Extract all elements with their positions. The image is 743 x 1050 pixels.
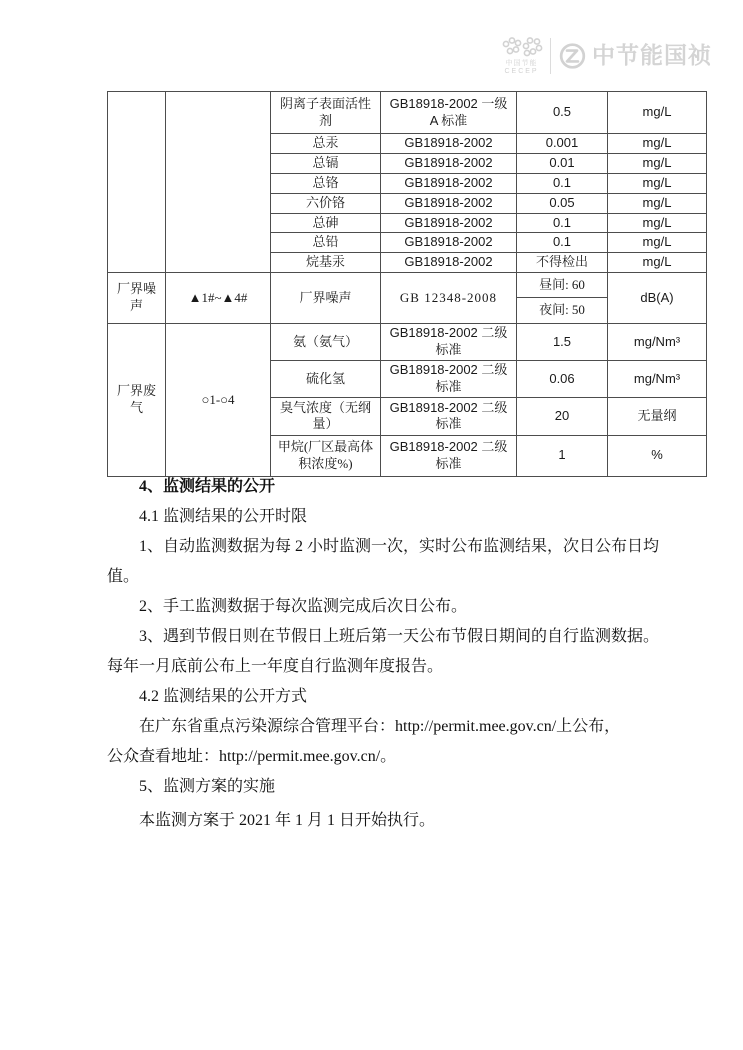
cell-unit: % [608,435,707,476]
cell-limit-value: 0.001 [517,134,608,154]
cell-param-name: 烷基汞 [271,253,381,273]
brand-wordmark: 中节能国祯 [592,43,712,68]
subsection-4-1: 4.1 监测结果的公开时限 [139,508,308,525]
cell-standard: GB18918-2002 二级标准 [381,324,517,361]
cell-unit: mg/L [608,134,707,154]
cell-unit: mg/L [608,153,707,173]
cell-limit-value: 0.1 [517,213,608,233]
paragraph-line: 公众查看地址：http://permit.mee.gov.cn/。 [107,748,397,765]
cecep-dots-icon [500,36,544,60]
section-heading-5: 5、监测方案的实施 [139,778,276,795]
cell-category-gas: 厂界废气 [108,324,166,477]
cell-param-name: 总铅 [271,233,381,253]
cell-standard: GB18918-2002 [381,153,517,173]
cell-standard: GB18918-2002 二级标准 [381,361,517,398]
cell-limit-value: 0.01 [517,153,608,173]
cell-limit-value: 1 [517,435,608,476]
cell-standard: GB 12348-2008 [381,273,517,324]
table-row [108,273,707,298]
cell-category-empty [108,92,166,273]
cell-unit: 无量纲 [608,397,707,435]
cell-param-name: 总镉 [271,153,381,173]
paragraph-line: 在广东省重点污染源综合管理平台：http://permit.mee.gov.cn/上公布， [139,718,621,735]
cell-standard: GB18918-2002 [381,253,517,273]
cell-param-name: 总铬 [271,173,381,193]
page-header [498,33,712,79]
paragraph-line: 2、手工监测数据于每次监测完成后次日公布。 [139,598,468,615]
cell-standard: GB18918-2002 二级标准 [381,435,517,476]
cell-param-name: 硫化氢 [271,361,381,398]
paragraph-line: 1、自动监测数据为每 2 小时监测一次，实时公布监测结果，次日公布日均 [139,538,660,555]
cell-limit-value: 0.05 [517,193,608,213]
cell-unit: mg/L [608,193,707,213]
cell-param-name: 氨（氨气） [271,324,381,361]
cell-standard: GB18918-2002 [381,213,517,233]
table-row [108,324,707,361]
cell-limit-value: 0.06 [517,361,608,398]
body-text [107,472,711,836]
cell-unit: mg/L [608,92,707,134]
cell-limit-value: 0.5 [517,92,608,134]
subsection-4-2: 4.2 监测结果的公开方式 [139,688,308,705]
cell-standard: GB18918-2002 [381,173,517,193]
header-divider [550,38,551,74]
cell-limit-value: 0.1 [517,233,608,253]
cell-limit-value: 0.1 [517,173,608,193]
cell-limit-value: 20 [517,397,608,435]
monitoring-table [107,91,707,477]
cell-param-name: 六价铬 [271,193,381,213]
cell-unit: mg/L [608,213,707,233]
cell-standard: GB18918-2002 二级标准 [381,397,517,435]
cell-noise-day-limit: 昼间: 60 [517,273,608,298]
table-row [108,92,707,134]
cell-standard: GB18918-2002 [381,134,517,154]
cell-param-name: 总汞 [271,134,381,154]
cell-unit: mg/L [608,253,707,273]
cell-standard: GB18918-2002 [381,233,517,253]
cell-standard: GB18918-2002 一级 A 标准 [381,92,517,134]
cell-param-name: 甲烷(厂区最高体积浓度%) [271,435,381,476]
cell-unit: dB(A) [608,273,707,324]
cell-limit-value: 不得检出 [517,253,608,273]
paragraph-line: 3、遇到节假日则在节假日上班后第一天公布节假日期间的自行监测数据。 [139,628,660,645]
paragraph-line: 本监测方案于 2021 年 1 月 1 日开始执行。 [139,812,436,829]
cecep-en-label: CECEP [504,68,539,75]
cell-param-name: 总砷 [271,213,381,233]
paragraph-line: 每年一月底前公布上一年度自行监测年度报告。 [107,658,444,675]
cecep-logo-block [498,36,545,76]
cell-noise-night-limit: 夜间: 50 [517,298,608,324]
cecep-cn-label: 中国节能 [505,60,538,67]
cell-unit: mg/L [608,233,707,253]
cell-unit: mg/Nm³ [608,361,707,398]
paragraph-line: 值。 [107,568,140,585]
cell-standard: GB18918-2002 [381,193,517,213]
cell-noise-points: ▲1#~▲4# [166,273,271,324]
cell-category-noise: 厂界噪声 [108,273,166,324]
cell-param-name: 臭气浓度（无纲量） [271,397,381,435]
cell-noise-item: 厂界噪声 [271,273,381,324]
cell-limit-value: 1.5 [517,324,608,361]
cell-unit: mg/L [608,173,707,193]
cell-gas-points: ○1-○4 [166,324,271,477]
cell-unit: mg/Nm³ [608,324,707,361]
cell-param-name: 阴离子表面活性剂 [271,92,381,134]
cell-points-empty [166,92,271,273]
cecep-z-circle-icon [558,40,587,72]
section-heading-4: 4、监测结果的公开 [139,478,276,495]
